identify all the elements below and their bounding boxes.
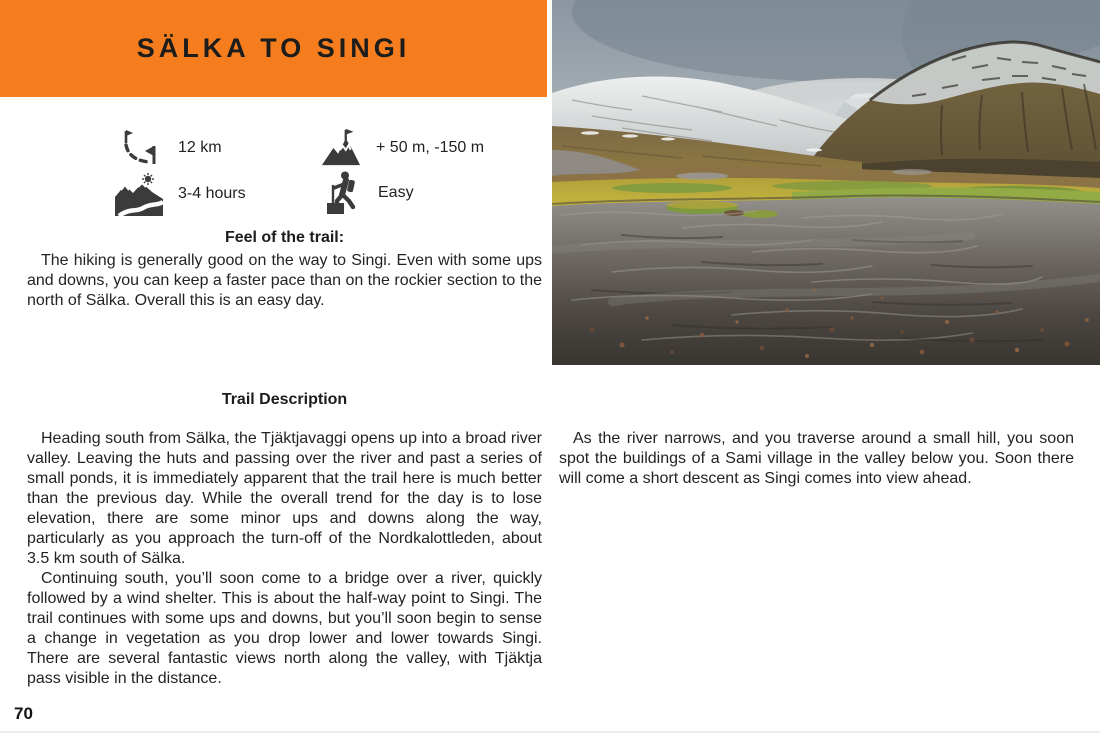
page-number: 70 <box>14 704 33 723</box>
stat-duration-label: 3-4 hours <box>178 185 246 202</box>
stat-difficulty-label: Easy <box>378 184 414 201</box>
mountain-landscape-icon <box>114 172 164 216</box>
mountain-summit-icon <box>320 126 362 170</box>
stat-difficulty <box>324 170 414 216</box>
feel-of-trail-heading: Feel of the trail: <box>224 229 345 246</box>
trail-description-heading: Trail Description <box>221 391 348 408</box>
stat-elevation-label: + 50 m, -150 m <box>376 139 485 156</box>
trail-paragraph-1: Heading south from Sälka, the Tjäktjavaggi opens up into a broad river valley. Leaving the huts and passing over the river and past a series of small ponds, it is immediately apparent that the trail here is much better than the previous day. While the overall trend for the day is to lose elevation, there are some minor ups and downs along the way, particularly as you approach the turn-off of the Nordkalottleden, about 3.5 km south of Sälka. <box>27 430 542 567</box>
trail-paragraph-2: Continuing south, you’ll soon come to a bridge over a river, quickly followed by a wind shelter. This is about the half-way point to Singi. The trail continues with some ups and downs, but you’ll soon begin to sense a change in vegetation as you drop lower and lower towards Singi. There are several fantastic views north along the valley, with Tjäktja pass visible in the distance. <box>27 570 542 687</box>
route-distance-icon <box>116 126 164 170</box>
landscape-photo <box>552 0 1100 365</box>
hiker-icon <box>324 170 364 216</box>
stat-distance-label: 12 km <box>178 139 222 156</box>
trail-paragraph-right: As the river narrows, and you traverse around a small hill, you soon spot the buildings of a Sami village in the valley below you. Soon there will come a short descent as Singi comes into view ahead. <box>559 430 1074 487</box>
stat-elevation <box>320 126 484 170</box>
stat-distance <box>116 126 222 170</box>
trail-description-text <box>27 429 542 689</box>
stat-duration <box>114 172 246 216</box>
page-title: SÄLKA TO SINGI <box>136 33 411 63</box>
title-bar <box>0 0 547 97</box>
feel-of-trail-text: The hiking is generally good on the way to Singi. Even with some ups and downs, you can keep a faster pace than on the rockier section to the north of Sälka. Overall this is an easy day. <box>27 252 542 309</box>
